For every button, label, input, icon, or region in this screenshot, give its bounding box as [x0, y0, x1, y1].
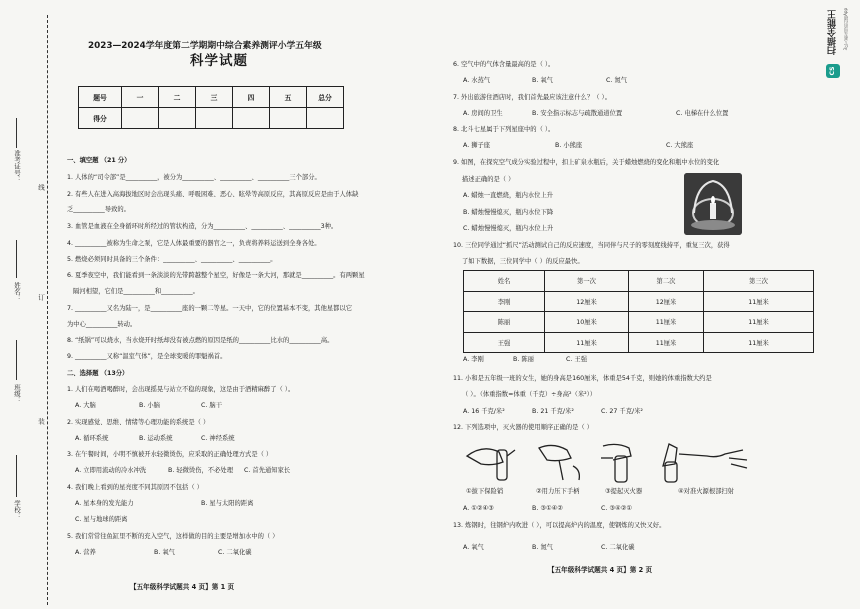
table-cell: 11厘米 [704, 332, 814, 353]
choice-option: A. 营养 [75, 549, 96, 556]
blank-question-8: 8. “纸锅”可以烧水，当水烧开时纸却没有被点燃的原因是纸的__________比水的__________高。 [67, 337, 334, 344]
choice-option: C. 神经系统 [201, 435, 235, 442]
choice-option: B. 小熊座 [555, 142, 583, 149]
table-cell: 11厘米 [629, 312, 704, 333]
choice-option: C. ③④②① [601, 505, 632, 512]
blank-question-7: 7. __________又名为陆一，是__________座的一颗二等星。一天中，它的位置基本不变，其他星都以它 [67, 305, 353, 312]
page-footer-1: 【五年级科学试题共 4 页】第 1 页 [130, 583, 235, 591]
score-cell [196, 108, 233, 129]
scanner-logo [822, 4, 858, 92]
step-label: ③提起灭火器 [605, 488, 643, 495]
score-cell [307, 108, 344, 129]
choice-question-5: 5. 我们常常往鱼缸里不断的充入空气，这样做的目的主要是增加水中的（ ） [67, 533, 279, 540]
school-line [16, 455, 17, 497]
choice-option: C. 二氧化碳 [601, 544, 635, 551]
table-row [464, 291, 814, 312]
choice-question-12: 12. 下列选项中，灭火器的使用顺序正确的是（ ） [453, 424, 593, 431]
choice-question-10-cont: 了如下数据，三位同学中（ ）的反应最快。 [462, 258, 584, 265]
choice-option: A. 房间的卫生 [463, 110, 503, 117]
blank-question-5: 5. 燃烧必须同时具备的三个条件：__________、__________、__________。 [67, 256, 277, 263]
table-cell: 12厘米 [629, 291, 704, 312]
choice-question-8: 8. 北斗七星属于下列星座中的（ ）。 [453, 126, 555, 133]
choice-option: B. 21 千克/米² [532, 408, 574, 415]
score-cell [122, 108, 159, 129]
step-label: ①拔下保险销 [466, 488, 504, 495]
reaction-data-table [463, 270, 814, 353]
choice-option: A. 16 千克/米² [463, 408, 505, 415]
class-line [16, 340, 17, 380]
ticket-number-line [16, 118, 17, 148]
section-fill-blank-heading: 一、填空题 （21 分） [67, 157, 131, 164]
choice-question-6: 6. 空气中的气体含量最高的是（ ）。 [453, 61, 555, 68]
score-header-cell: 五 [270, 87, 307, 108]
candle-jar-photo [684, 173, 742, 235]
choice-question-1: 1. 人们在喝酒喝醉时，会出现摇晃与站立不稳的现象，这是由于酒精麻醉了（ ）。 [67, 386, 295, 393]
school-label: 学校： [13, 500, 21, 520]
blank-question-9: 9. __________又称“温室气体”，是全球变暖的罪魁祸首。 [67, 353, 227, 360]
scanner-logo-tagline: 3亿人都在用的扫描App [843, 8, 848, 51]
choice-option: A. 循环系统 [75, 435, 109, 442]
choice-question-4: 4. 我们晚上看到的星亮度不同其原因不包括（ ） [67, 484, 203, 491]
score-header-cell: 一 [122, 87, 159, 108]
choice-option: C. 二氧化碳 [218, 549, 252, 556]
table-header-cell: 姓名 [464, 271, 545, 292]
blank-question-6-cont: 隔河相望，它们是__________和__________。 [73, 288, 199, 295]
score-header-cell: 总分 [307, 87, 344, 108]
choice-option: A. 立即用流动的冷水冲洗 [75, 467, 147, 474]
choice-option: B. 安全指示标志与疏散通道位置 [532, 110, 623, 117]
cs-badge-icon: CS [826, 64, 840, 78]
table-cell: 11厘米 [704, 312, 814, 333]
binding-mark-zhuang: 装 [37, 418, 45, 425]
table-header-cell: 第二次 [629, 271, 704, 292]
scanner-logo-name: 扫描全能王 [828, 10, 838, 55]
choice-option: C. 27 千克/米² [601, 408, 643, 415]
choice-option: C. 蜡烛慢慢熄灭，瓶内水位上升 [463, 225, 554, 232]
choice-question-9-cont: 描述正确的是（ ） [462, 176, 515, 183]
table-cell: 11厘米 [545, 332, 629, 353]
exam-title: 2023—2024学年度第二学期期中综合素养测评小学五年级 [88, 41, 322, 51]
score-cell [270, 108, 307, 129]
blank-question-6: 6. 夏季夜空中，我们能看到一条淡淡的光带跨越整个星空，好像是一条大河，那就是__________。有两颗星 [67, 272, 365, 279]
section-choice-heading: 二、选择题 （13分） [67, 370, 129, 377]
name-line [16, 240, 17, 278]
blank-question-2-cont: 乏__________导致的。 [67, 206, 130, 213]
choice-question-3: 3. 在午餐时间，小明不慎被开水轻微烫伤，应采取的正确处理方式是（ ） [67, 451, 273, 458]
step-label: ④对准火源根部扫射 [678, 488, 735, 495]
fire-extinguisher-steps-illustration [463, 436, 753, 486]
table-cell: 11厘米 [629, 332, 704, 353]
score-header-cell: 二 [159, 87, 196, 108]
choice-option: C. 脑干 [201, 402, 222, 409]
choice-option: C. 星与地球的距离 [75, 516, 128, 523]
binding-dashed-line [47, 15, 48, 605]
choice-option: A. ①②④③ [463, 505, 494, 512]
binding-mark-ding: 订 [37, 294, 45, 301]
step-label: ②用力压下手柄 [536, 488, 580, 495]
choice-question-11: 11. 小和是五年级一班的女生，她的身高是160厘米，体重是54千克，则她的体重指数大约是 [453, 375, 712, 382]
table-cell: 10厘米 [545, 312, 629, 333]
score-table [78, 86, 344, 129]
class-label: 班级： [13, 384, 21, 404]
choice-option: B. 氮气 [532, 544, 553, 551]
score-cell [159, 108, 196, 129]
table-row [464, 332, 814, 353]
table-row [464, 312, 814, 333]
score-cell [233, 108, 270, 129]
choice-option: A. 星本身的发光能力 [75, 500, 134, 507]
choice-question-10: 10. 三位同学通过“抓尺”活动测试自己的反应速度，当同伴与尺子的零刻度线持平，重复三次，获得 [453, 242, 730, 249]
score-row-label: 得分 [79, 108, 122, 129]
table-header-cell: 第三次 [704, 271, 814, 292]
choice-option: B. 陈丽 [513, 356, 534, 363]
choice-option: C. 电梯在什么位置 [676, 110, 729, 117]
binding-mark-line: 线 [37, 184, 45, 191]
choice-option: B. 氧气 [154, 549, 175, 556]
choice-option: C. 王强 [566, 356, 587, 363]
page-footer-2: 【五年级科学试题共 4 页】第 2 页 [548, 566, 653, 574]
blank-question-1: 1. 人体的“司令部”是__________，被分为__________、__________、__________三个部分。 [67, 174, 321, 181]
choice-option: A. 蜡烛一直燃烧，瓶内水位上升 [463, 192, 554, 199]
choice-option: C. 大熊座 [666, 142, 694, 149]
name-label: 姓名： [13, 282, 21, 302]
choice-option: B. 轻微烫伤，不必处理 [168, 467, 233, 474]
choice-option: B. 星与太阳的距离 [201, 500, 254, 507]
choice-option: A. 氧气 [463, 544, 484, 551]
score-header-cell: 题号 [79, 87, 122, 108]
choice-question-2: 2. 实现感觉、思维、情绪等心理功能的系统是（ ） [67, 419, 210, 426]
score-header-cell: 三 [196, 87, 233, 108]
table-cell: 11厘米 [704, 291, 814, 312]
blank-question-4: 4. __________被称为生命之泵，它是人体最重要的器官之一，负责将养料运送到全身各处。 [67, 240, 321, 247]
choice-option: A. 李刚 [463, 356, 484, 363]
choice-option: B. 小脑 [139, 402, 160, 409]
choice-option: C. 首先通知家长 [244, 467, 291, 474]
choice-option: C. 氮气 [606, 77, 627, 84]
score-header-cell: 四 [233, 87, 270, 108]
table-cell: 李刚 [464, 291, 545, 312]
ticket-number-label: 准考证号： [13, 150, 21, 183]
table-cell: 12厘米 [545, 291, 629, 312]
choice-question-9: 9. 如图，在探究空气成分实验过程中，扣上矿泉水瓶后，关于蜡烛燃烧的变化和瓶中水位的变化 [453, 159, 720, 166]
subject-title: 科学试题 [190, 53, 248, 69]
choice-question-11-cont: （ ）。（体重指数=体重（千克）÷身高²（米²）） [462, 391, 597, 398]
choice-question-7: 7. 外出旅游住酒店时，我们首先最应该注意什么？（ ）。 [453, 94, 611, 101]
table-cell: 王强 [464, 332, 545, 353]
choice-option: B. ③①④② [532, 505, 563, 512]
choice-option: B. 蜡烛慢慢熄灭，瓶内水位下降 [463, 209, 554, 216]
table-header-cell: 第一次 [545, 271, 629, 292]
choice-option: B. 运动系统 [139, 435, 173, 442]
blank-question-3: 3. 血管是血液在全身循环时所经过的管状构造，分为__________、__________、__________3种。 [67, 223, 338, 230]
blank-question-2: 2. 有些人在进入高海拔地区时会出现头痛、呼吸困难、恶心、眩晕等高原反应，其高原反应是由于人体缺 [67, 191, 359, 198]
choice-option: A. 大脑 [75, 402, 96, 409]
choice-option: A. 水蒸气 [463, 77, 491, 84]
blank-question-7-cont: 为中心__________转动。 [67, 321, 137, 328]
choice-question-13: 13. 炼钢时，往钢炉内吹进（ ），可以提高炉内的温度，使钢炼的又快又好。 [453, 522, 666, 529]
table-cell: 陈丽 [464, 312, 545, 333]
choice-option: A. 狮子座 [463, 142, 491, 149]
choice-option: B. 氧气 [532, 77, 553, 84]
